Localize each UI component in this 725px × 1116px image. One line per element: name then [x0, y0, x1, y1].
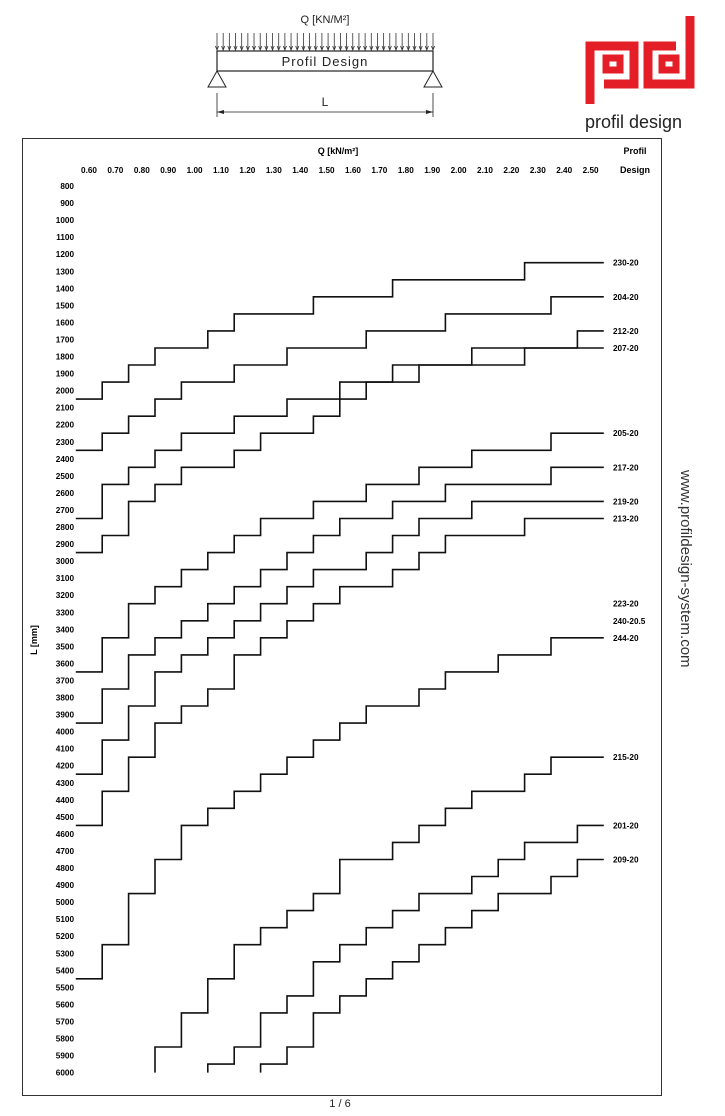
x-tick-label: 1.90 — [424, 166, 441, 175]
beam-span-label: L — [321, 95, 329, 109]
y-tick-label: 1200 — [55, 250, 74, 260]
x-tick-label: 1.00 — [186, 166, 203, 175]
x-tick-label: 2.00 — [450, 166, 467, 175]
series-label: 209-20 — [613, 855, 639, 865]
y-tick-label: 4100 — [55, 744, 74, 754]
y-tick-label: 2100 — [55, 403, 74, 413]
y-tick-label: 4800 — [55, 864, 74, 873]
y-tick-label: 1600 — [55, 318, 74, 328]
series-label: 230-20 — [613, 258, 639, 268]
y-tick-label: 2200 — [55, 420, 74, 430]
y-tick-label: 5400 — [55, 966, 74, 976]
x-tick-label: 1.80 — [397, 166, 414, 175]
y-tick-label: 5200 — [55, 932, 74, 942]
y-tick-label: 5300 — [55, 949, 74, 959]
series-label: 215-20 — [613, 753, 639, 763]
x-tick-label: 1.70 — [371, 166, 388, 175]
y-tick-label: 3000 — [55, 557, 74, 567]
series-label: 213-20 — [613, 514, 639, 524]
series-line-201-20 — [208, 825, 604, 1072]
series-label: 244-20 — [613, 633, 639, 643]
y-tick-label: 900 — [60, 199, 74, 209]
legend-title-line2: Design — [619, 165, 651, 175]
y-tick-label: 1700 — [55, 335, 74, 345]
y-tick-label: 3200 — [55, 591, 74, 601]
beam-load-label: Q [KN/M²] — [300, 14, 350, 26]
series-label: 217-20 — [613, 463, 639, 473]
series-label: 204-20 — [613, 292, 639, 302]
y-tick-label: 2000 — [55, 386, 74, 396]
series-label: 201-20 — [613, 821, 639, 831]
y-tick-label: 5000 — [55, 898, 74, 908]
x-tick-label: 1.60 — [345, 166, 361, 175]
beam-brand-label: Profil Design — [281, 54, 369, 69]
x-tick-label: 1.40 — [292, 166, 309, 175]
y-tick-label: 4500 — [55, 812, 74, 822]
legend-title-line1: Profil — [623, 146, 647, 156]
series-label: 240-20.5 — [613, 616, 646, 626]
y-tick-label: 4300 — [55, 778, 74, 788]
y-tick-label: 1900 — [55, 369, 74, 379]
series-label: 207-20 — [613, 344, 639, 353]
y-tick-label: 4400 — [55, 795, 74, 805]
y-tick-label: 1400 — [55, 284, 74, 294]
y-tick-label: 5900 — [55, 1051, 74, 1061]
y-tick-label: 4600 — [55, 829, 74, 839]
x-tick-label: 1.20 — [239, 166, 256, 175]
x-tick-label: 2.20 — [503, 166, 520, 175]
y-tick-label: 5800 — [55, 1034, 74, 1044]
y-tick-label: 5600 — [55, 1000, 74, 1010]
y-tick-label: 6000 — [55, 1068, 74, 1078]
y-tick-label: 5500 — [55, 983, 74, 993]
y-tick-label: 3100 — [55, 574, 74, 584]
page-number: 1 / 6 — [329, 1098, 351, 1110]
y-tick-label: 1000 — [55, 216, 74, 226]
y-tick-label: 2600 — [55, 488, 74, 498]
logo-wordmark: profil design — [585, 112, 683, 132]
y-tick-label: 2900 — [55, 540, 74, 549]
y-tick-label: 5100 — [55, 915, 74, 925]
y-tick-label: 3900 — [55, 710, 74, 720]
x-tick-label: 0.60 — [81, 166, 97, 175]
y-tick-label: 3300 — [55, 608, 74, 618]
x-tick-label: 1.30 — [265, 166, 282, 175]
y-tick-label: 1800 — [55, 352, 74, 362]
y-tick-label: 3600 — [55, 659, 74, 669]
y-tick-label: 3700 — [55, 676, 74, 686]
x-tick-label: 2.40 — [556, 166, 573, 175]
y-tick-label: 3500 — [55, 642, 74, 652]
series-line-209-20 — [261, 860, 604, 1073]
x-tick-label: 2.30 — [529, 166, 546, 175]
series-line-205-20 — [76, 433, 604, 672]
y-tick-label: 800 — [60, 182, 74, 191]
y-tick-label: 4900 — [55, 881, 74, 891]
y-tick-label: 2300 — [55, 437, 74, 447]
x-tick-label: 0.80 — [133, 166, 150, 175]
x-tick-label: 0.90 — [160, 166, 177, 175]
x-tick-label: 2.50 — [582, 166, 599, 175]
y-tick-label: 1300 — [55, 267, 74, 277]
x-tick-label: 0.70 — [107, 166, 124, 175]
series-line-215-20 — [155, 757, 604, 1072]
series-label: 212-20 — [613, 326, 639, 336]
series-label: 223-20 — [613, 599, 639, 609]
y-tick-label: 4000 — [55, 727, 74, 737]
x-tick-label: 1.10 — [213, 166, 229, 175]
y-tick-label: 2700 — [55, 506, 74, 515]
y-tick-label: 4200 — [55, 761, 74, 771]
series-line-230-20 — [76, 263, 604, 399]
series-label: 219-20 — [613, 497, 639, 507]
y-tick-label: 4700 — [55, 847, 74, 856]
y-tick-label: 2500 — [55, 471, 74, 481]
chart-y-axis-label: L [mm] — [29, 625, 39, 655]
y-tick-label: 3800 — [55, 693, 74, 703]
website-url: www.profildesign-system.com — [677, 470, 694, 668]
y-tick-label: 2400 — [55, 454, 74, 464]
x-tick-label: 1.50 — [318, 166, 335, 175]
y-tick-label: 1500 — [55, 301, 74, 311]
y-tick-label: 3400 — [55, 625, 74, 635]
series-line-204-20 — [76, 297, 604, 451]
y-tick-label: 5700 — [55, 1017, 74, 1027]
x-tick-label: 2.10 — [477, 166, 493, 175]
chart-x-axis-label: Q [kN/m²] — [317, 146, 359, 156]
y-tick-label: 1100 — [56, 233, 74, 243]
y-tick-label: 2800 — [55, 523, 74, 532]
series-label: 205-20 — [613, 429, 639, 439]
